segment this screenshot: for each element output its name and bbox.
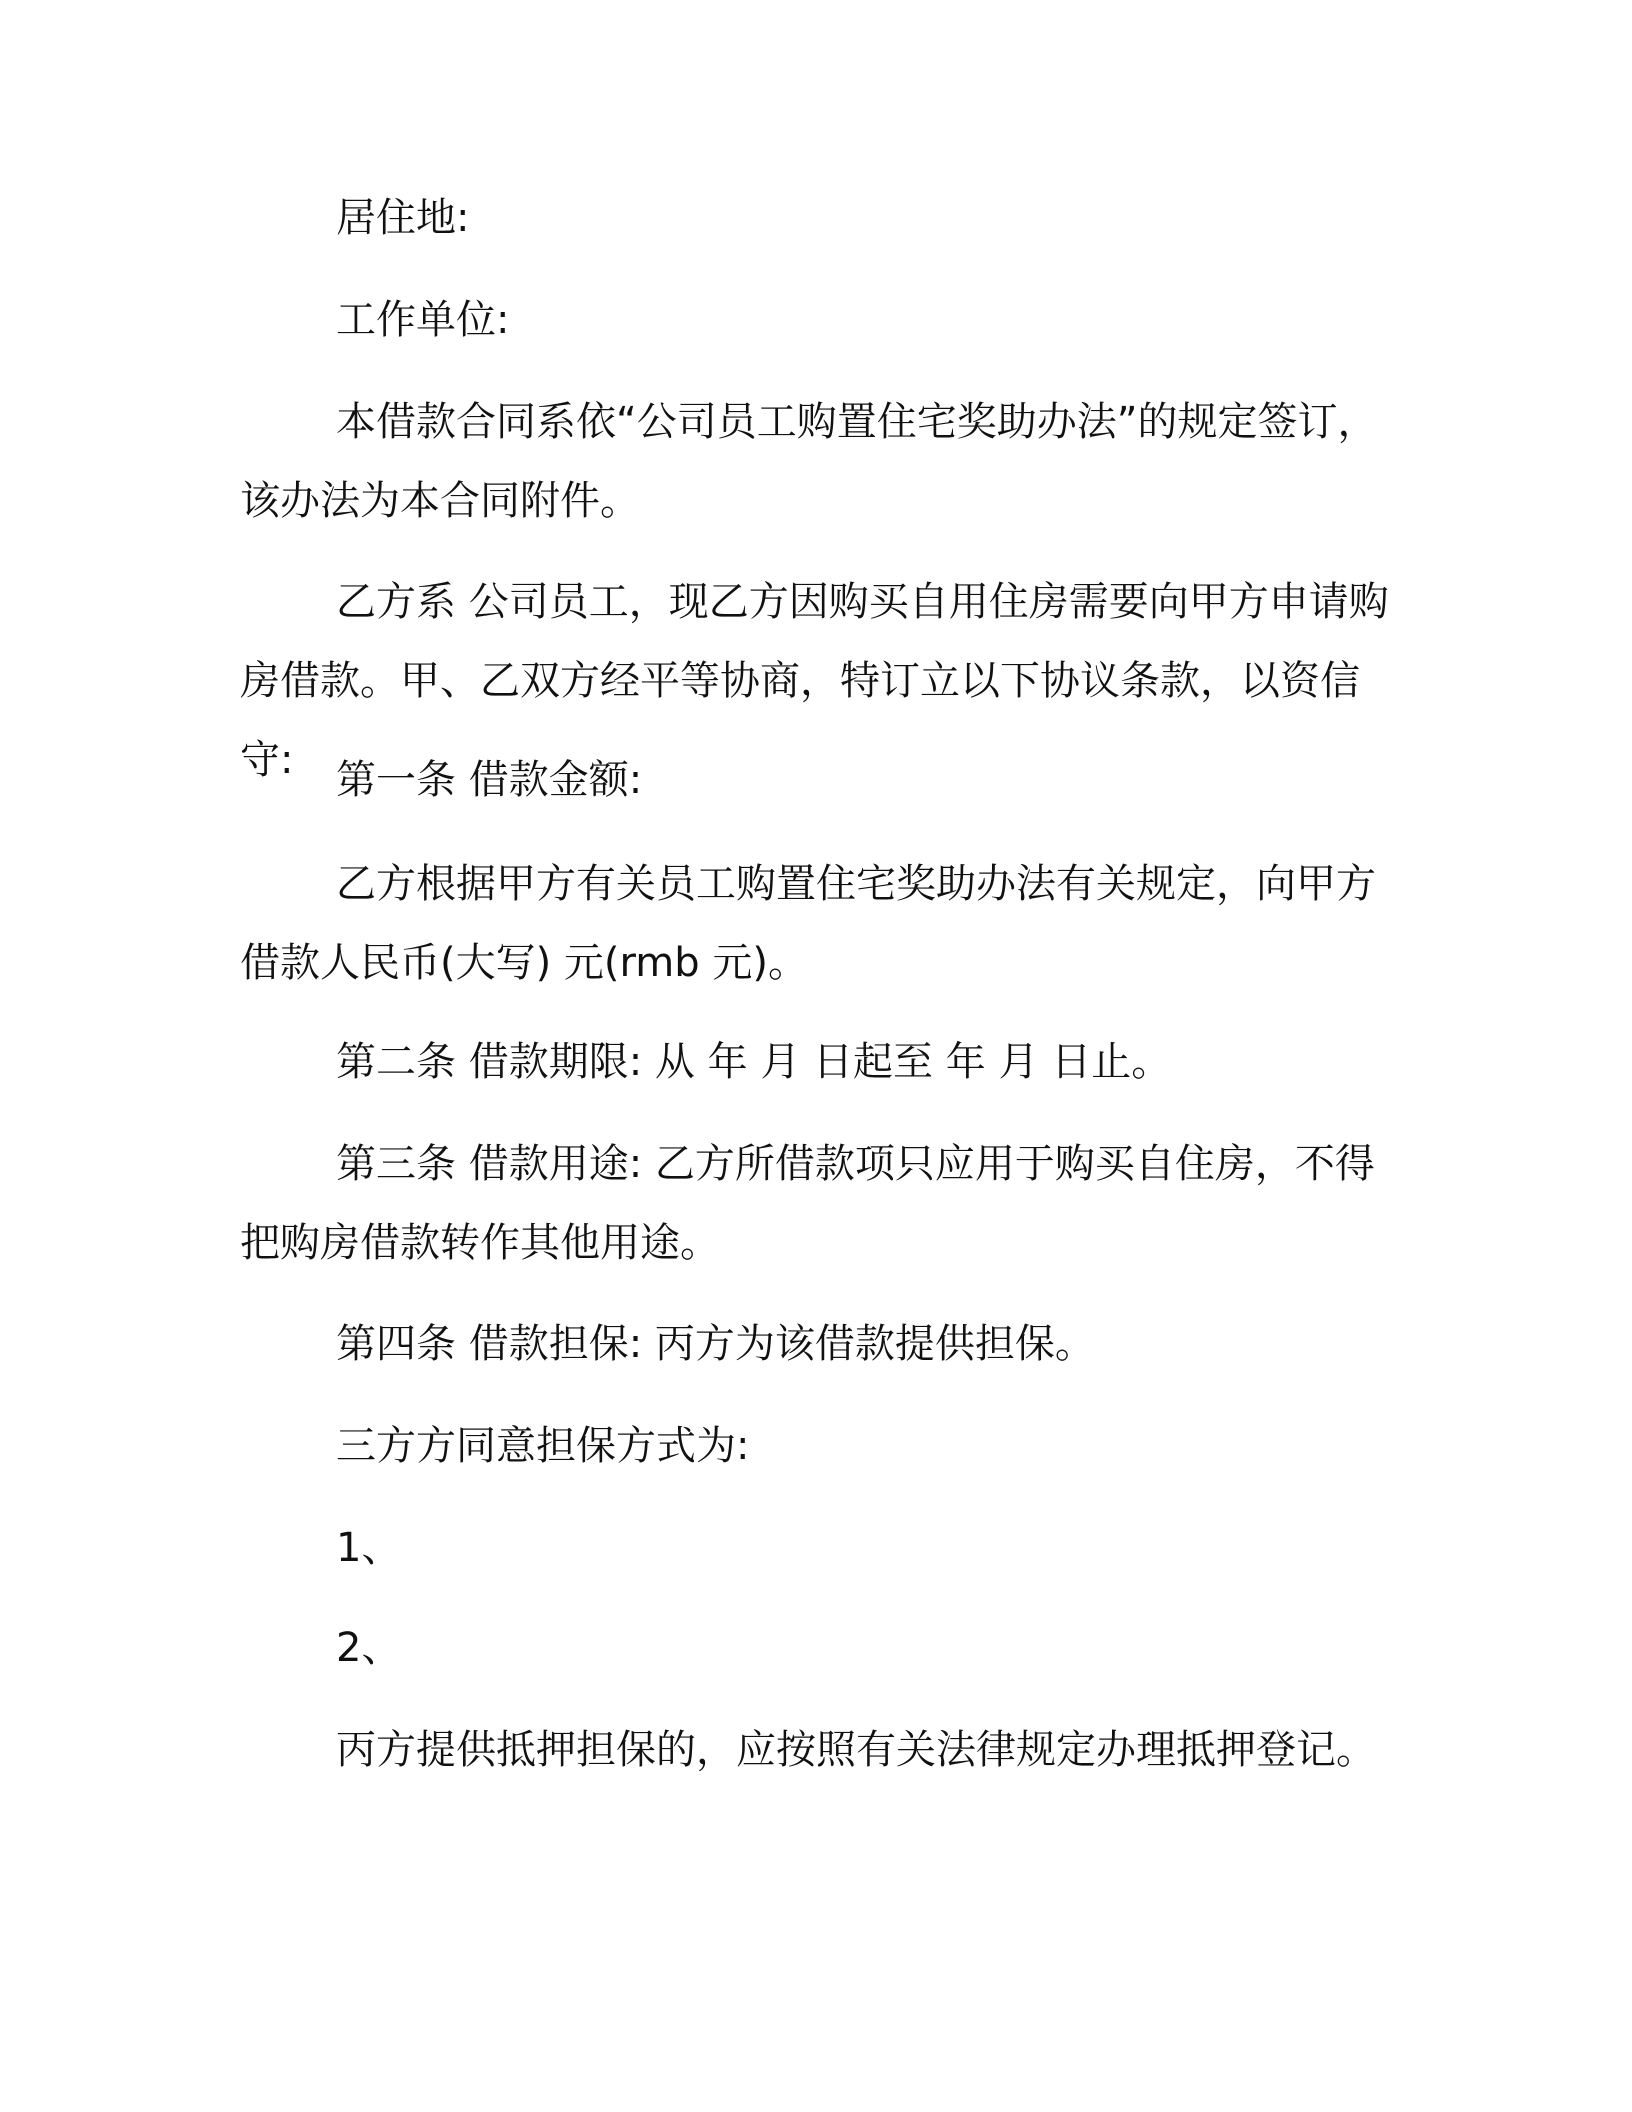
- residence-line: 居住地:: [336, 195, 470, 241]
- party-b-loan-request-paragraph: 乙方系 公司员工，现乙方因购买自用住房需要向甲方申请购房借款。甲、乙双方经平等协商，特订立以下协议条款，以资信守:: [240, 579, 1389, 783]
- article-2-loan-term: 第二条 借款期限: 从 年 月 日起至 年 月 日止。: [336, 1039, 1172, 1085]
- loan-amount-paragraph: 乙方根据甲方有关员工购置住宅奖助办法有关规定，向甲方借款人民币(大写) 元(rmb 元)。: [240, 861, 1376, 986]
- guarantee-item-2: 2、: [336, 1625, 402, 1671]
- article-4-loan-guarantee: 第四条 借款担保: 丙方为该借款提供担保。: [336, 1321, 1095, 1367]
- guarantee-item-1: 1、: [336, 1525, 402, 1571]
- guarantee-method-line: 三方方同意担保方式为:: [336, 1423, 750, 1469]
- mortgage-registration-paragraph: 丙方提供抵押担保的，应按照有关法律规定办理抵押登记。: [336, 1727, 1376, 1773]
- article-1-heading: 第一条 借款金额:: [336, 757, 643, 803]
- article-3-loan-purpose: 第三条 借款用途: 乙方所借款项只应用于购买自住房，不得把购房借款转作其他用途。: [240, 1141, 1375, 1266]
- contract-basis-paragraph: 本借款合同系依“公司员工购置住宅奖助办法”的规定签订，该办法为本合同附件。: [240, 399, 1378, 524]
- work-unit-line: 工作单位:: [336, 297, 510, 343]
